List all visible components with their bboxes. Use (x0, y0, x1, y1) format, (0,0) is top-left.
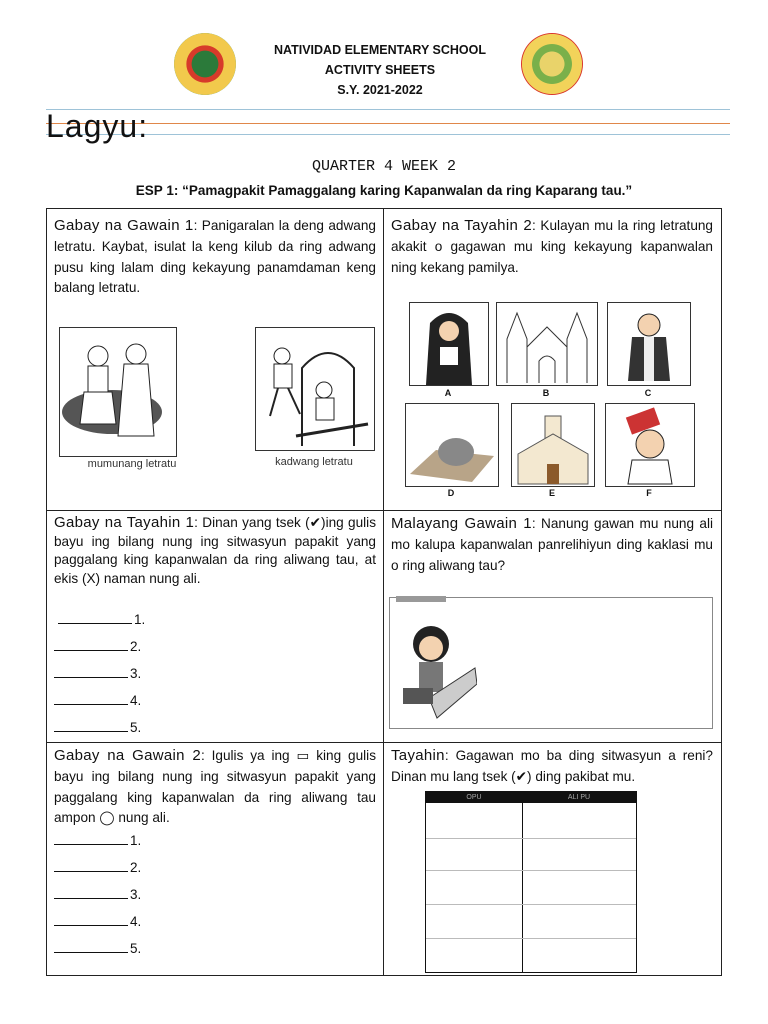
picture-c-priest (607, 302, 691, 386)
gabay-tayahin-1-title: Gabay na Tayahin 1 (54, 514, 195, 531)
gabay-gawain-2-body: : Igulis ya ing ▭ king gulis bayu ing bilang nung ing sitwasyun papakit yang paggalang king kapanwalan da ring aliwang tau ampon ◯ nung ali. (54, 748, 376, 826)
malayang-gawain-1-body: : Nanung gawan mu nung ali mo kalupa kapanwalan panrelihiyun ding kaklasi mu o ring aliwang tau? (391, 516, 713, 573)
tayahin-answer-table (425, 791, 637, 973)
picture-1-frame (59, 327, 177, 457)
answer-line-g2-5[interactable]: 5. (54, 941, 141, 956)
col-header-opu: OPU (426, 792, 522, 803)
answer-line-g2-1[interactable]: 1. (54, 833, 141, 848)
gabay-gawain-1 (54, 216, 376, 299)
label-f: F (646, 488, 652, 498)
table-row-line (426, 938, 636, 939)
picture-b-church (496, 302, 598, 386)
praying-boy-picture-icon (256, 328, 374, 450)
table-row-line (426, 870, 636, 871)
activity-sheets-title: ACTIVITY SHEETS (324, 63, 436, 77)
picture-f-graduate (605, 403, 695, 487)
gabay-tayahin-2-title: Gabay na Tayahin 2 (391, 217, 533, 234)
grid-divider-row2 (46, 742, 722, 743)
answer-line-t1-4[interactable]: 4. (54, 693, 141, 708)
nun-icon (410, 303, 488, 385)
name-label: Lagyu: (46, 108, 149, 144)
school-year: S.Y. 2021-2022 (337, 83, 423, 97)
girl-with-pencil-picture (389, 618, 477, 738)
answer-line-g2-4[interactable]: 4. (54, 914, 141, 929)
caption-picture-1: mumunang letratu (87, 458, 177, 470)
gabay-tayahin-1-body: : Dinan yang tsek (✔)ing gulis bayu ing bilang nung ing sitwasyun papakit yang paggalang king kapanwalan da ring aliwang tau, at ekis (X) naman nung ali. (54, 515, 376, 586)
malayang-gawain-1 (391, 514, 713, 576)
label-c: C (644, 388, 652, 398)
label-e: E (548, 488, 555, 498)
header-rule-orange (46, 123, 730, 124)
priest-icon (608, 303, 690, 385)
picture-2-frame (255, 327, 375, 451)
answer-line-g2-2[interactable]: 2. (54, 860, 141, 875)
quarter-title: QUARTER 4 WEEK 2 (311, 158, 457, 175)
header-rule-bottom (46, 134, 730, 135)
two-girls-picture-icon (60, 328, 176, 456)
col-header-ali-pu: ALI PU (522, 792, 636, 803)
picture-a-nun (409, 302, 489, 386)
grid-divider-vertical (383, 208, 384, 976)
gabay-gawain-2 (54, 746, 376, 829)
malayang-gawain-1-title: Malayang Gawain 1 (391, 515, 532, 532)
picture-e-chapel (511, 403, 595, 487)
table-row-line (426, 838, 636, 839)
answer-line-g2-3[interactable]: 3. (54, 887, 141, 902)
prayer-mat-icon (406, 404, 498, 486)
picture-d-praying-mat (405, 403, 499, 487)
tayahin-body: : Gagawan mo ba ding sitwasyun a reni? Dinan mu lang tsek (✔) ding pakibat mu. (391, 748, 713, 784)
tayahin-title: Tayahin (391, 747, 445, 764)
gabay-gawain-2-title: Gabay na Gawain 2 (54, 747, 201, 764)
gabay-tayahin-1 (54, 514, 376, 588)
grid-divider-row1 (46, 510, 722, 511)
answer-line-t1-2[interactable]: 2. (54, 639, 141, 654)
gabay-tayahin-2 (391, 216, 713, 278)
header-rule-top (46, 109, 730, 110)
label-b: B (542, 388, 550, 398)
caption-picture-2: kadwang letratu (275, 456, 353, 468)
lesson-title: ESP 1: “Pamagpakit Pamaggalang karing Kapanwalan da ring Kaparang tau.” (135, 183, 633, 198)
answer-line-t1-5[interactable]: 5. (54, 720, 141, 735)
answer-line-t1-3[interactable]: 3. (54, 666, 141, 681)
gabay-gawain-1-body: : Panigaralan la deng adwang letratu. Kaybat, isulat la keng kilub da ring adwang pusu king lalam ding kekayung panamdaman keng balang letratu. (54, 218, 376, 296)
tayahin (391, 746, 713, 788)
graduate-boy-icon (606, 404, 694, 486)
chapel-icon (512, 404, 594, 486)
gabay-gawain-1-title: Gabay na Gawain 1 (54, 217, 194, 234)
answer-line-t1-1[interactable]: 1. (58, 612, 145, 627)
school-name: NATIVIDAD ELEMENTARY SCHOOL (273, 43, 487, 57)
table-row-line (426, 904, 636, 905)
gabay-tayahin-2-body: : Kulayan mu la ring letratung akakit o gagawan mu king kekayung kapanwalan ning kekang pamilya. (391, 218, 713, 275)
note-tape-icon (396, 596, 446, 602)
cathedral-icon (497, 303, 597, 385)
table-column-divider (522, 792, 523, 972)
girl-pencil-icon (389, 618, 477, 738)
label-d: D (447, 488, 455, 498)
label-a: A (444, 388, 452, 398)
